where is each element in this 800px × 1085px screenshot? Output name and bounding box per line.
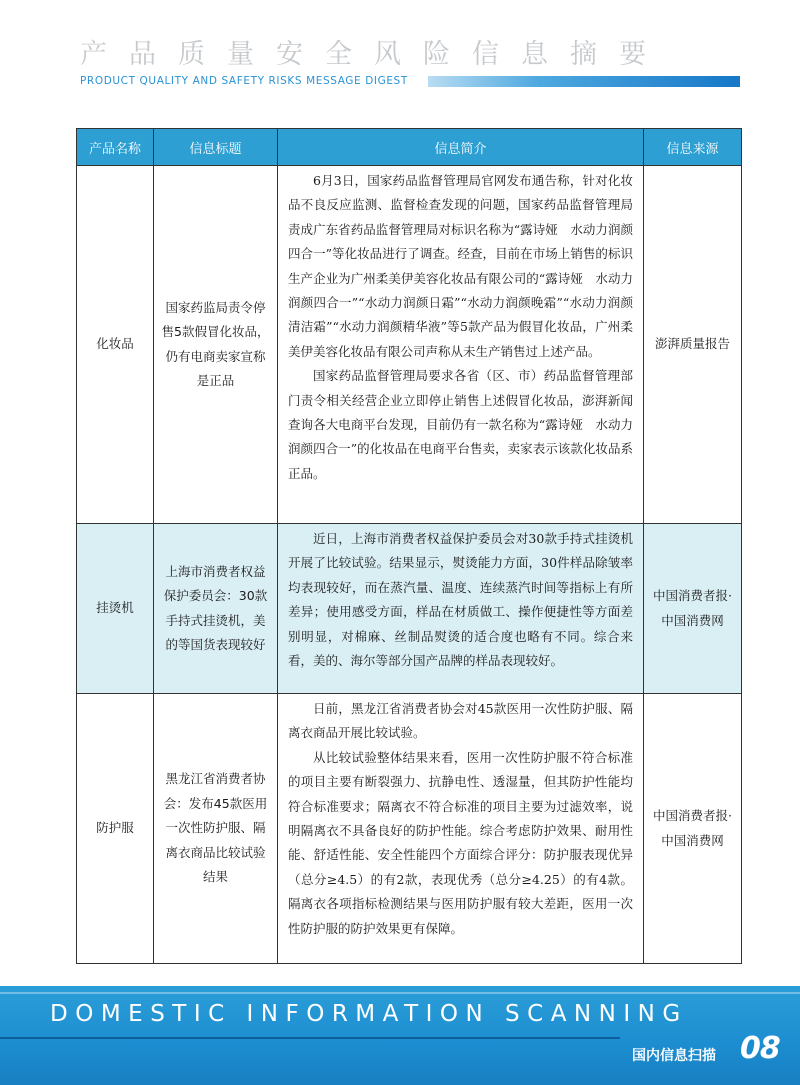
footer-section-title-en: DOMESTIC INFORMATION SCANNING	[50, 1001, 688, 1027]
table-row-protective-clothing	[77, 694, 742, 964]
info-summary	[278, 524, 644, 694]
summary-paragraph: 近日，上海市消费者权益保护委员会对30款手持式挂烫机开展了比较试验。结果显示，熨烫能力方面，30件样品除皱率均表现较好，而在蒸汽量、温度、连续蒸汽时间等指标上有所差异；使用感受方面，样品在材质做工、操作便捷性等方面差别明显，对棉麻、丝制品熨烫的适合度也略有不同。综合来看，美的、海尔等部分国产品牌的样品表现较好。	[288, 531, 633, 669]
table-row-cosmetics	[77, 166, 742, 524]
info-source: 中国消费者报·中国消费网	[644, 694, 742, 964]
digest-subtitle: PRODUCT QUALITY AND SAFETY RISKS MESSAGE DIGEST	[80, 75, 408, 87]
table-row-garment-steamer	[77, 524, 742, 694]
info-summary	[278, 694, 644, 964]
info-title: 黑龙江省消费者协会：发布45款医用一次性防护服、隔离衣商品比较试验结果	[154, 694, 278, 964]
info-title: 国家药监局责令停售5款假冒化妆品，仍有电商卖家宣称是正品	[154, 166, 278, 524]
product-name: 防护服	[77, 694, 154, 964]
info-source: 澎湃质量报告	[644, 166, 742, 524]
product-name: 化妆品	[77, 166, 154, 524]
col-header-source: 信息来源	[644, 129, 742, 166]
info-title: 上海市消费者权益保护委员会：30款手持式挂烫机，美的等国货表现较好	[154, 524, 278, 694]
footer-divider	[0, 1037, 620, 1039]
info-table	[76, 128, 742, 964]
col-header-title: 信息标题	[154, 129, 278, 166]
info-summary	[278, 166, 644, 524]
summary-paragraph: 国家药品监督管理局要求各省（区、市）药品监督管理部门责令相关经营企业立即停止销售上述假冒化妆品，澎湃新闻查询各大电商平台发现，目前仍有一款名称为“露诗娅 水动力润颜四合一”的化妆品在电商平台售卖，卖家表示该款化妆品系正品。	[288, 368, 633, 481]
footer-section-title-cn: 国内信息扫描	[632, 1048, 716, 1064]
digest-title: 产品质量安全风险信息摘要	[80, 39, 668, 70]
col-header-product: 产品名称	[77, 129, 154, 166]
col-header-summary: 信息简介	[278, 129, 644, 166]
summary-paragraph: 日前，黑龙江省消费者协会对45款医用一次性防护服、隔离衣商品开展比较试验。	[288, 701, 633, 741]
summary-paragraph: 从比较试验整体结果来看，医用一次性防护服不符合标准的项目主要有断裂强力、抗静电性、透湿量，但其防护性能均符合标准要求；隔离衣不符合标准的项目主要为过滤效率，说明隔离衣不具备良好的防护性能。综合考虑防护效果、耐用性能、舒适性能、安全性能四个方面综合评分：防护服表现优异（总分≥4.5）的有2款，表现优秀（总分≥4.25）的有4款。隔离衣各项指标检测结果与医用防护服有较大差距，医用一次性防护服的防护效果更有保障。	[288, 749, 633, 936]
info-source: 中国消费者报·中国消费网	[644, 524, 742, 694]
page-number: 08	[740, 1031, 780, 1066]
summary-paragraph: 6月3日，国家药品监督管理局官网发布通告称，针对化妆品不良反应监测、监督检查发现的问题，国家药品监督管理局责成广东省药品监督管理局对标识名称为“露诗娅 水动力润颜四合一”等化妆品进行了调查。经查，目前在市场上销售的标识生产企业为广州柔美伊美容化妆品有限公司的“露诗娅 水动力润颜四合一”“水动力润颜日霜”“水动力润颜晚霜”“水动力润颜清洁霜”“水动力润颜精华液”等5款产品为假冒化妆品，广州柔美伊美容化妆品有限公司声称从未生产销售过上述产品。	[288, 173, 633, 359]
table-header-row	[77, 129, 742, 166]
header-accent-bar	[428, 76, 740, 87]
product-name: 挂烫机	[77, 524, 154, 694]
